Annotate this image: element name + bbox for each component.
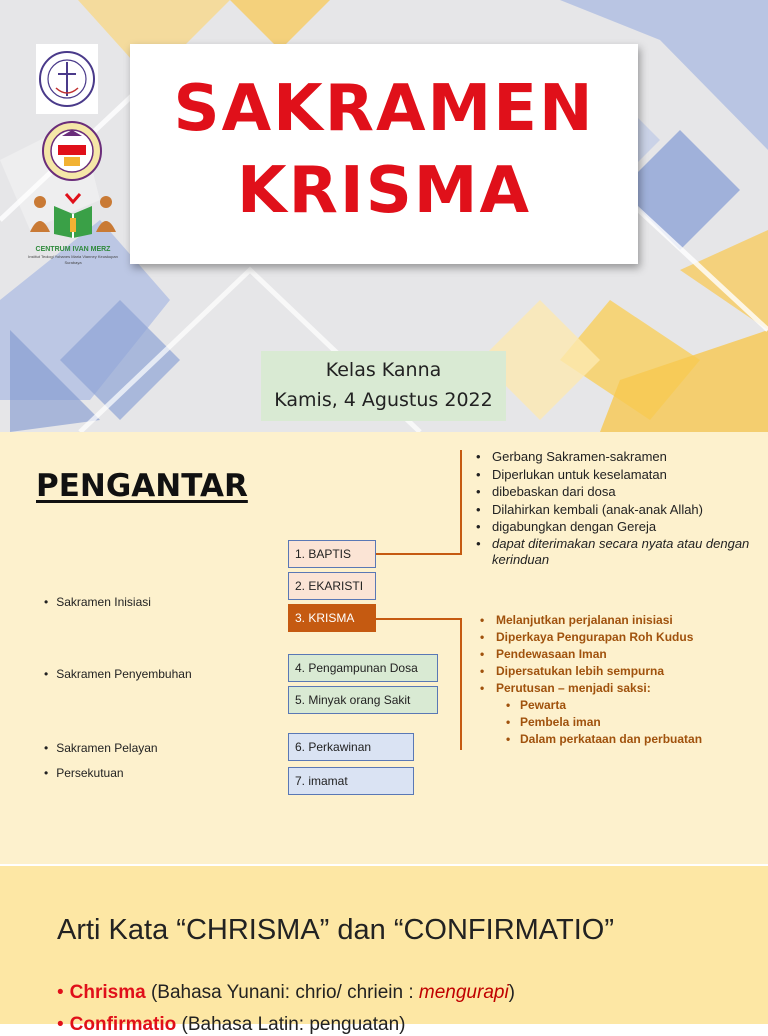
title-line-1: SAKRAMEN	[173, 72, 595, 146]
chrisma-definition	[57, 982, 515, 1004]
chrisma-meaning: mengurapi	[418, 982, 509, 1003]
krisma-points	[478, 612, 768, 748]
list-item: • Dipersatukan lebih sempurna	[478, 663, 768, 680]
title-mid: dan	[329, 914, 394, 946]
sacrament-perkawinan: 6. Perkawinan	[288, 733, 414, 761]
chrisma-origin: (Bahasa Yunani: chrio/ chriein :	[145, 982, 419, 1003]
label-inisiasi: • Sakramen Inisiasi	[44, 595, 151, 609]
sacrament-pengampunan: 4. Pengampunan Dosa	[288, 654, 438, 682]
sacrament-imamat: 7. imamat	[288, 767, 414, 795]
sacrament-ekaristi: 2. EKARISTI	[288, 572, 376, 600]
title-term-chrisma: “CHRISMA”	[176, 914, 330, 946]
label-pelayan: • Sakramen Pelayan	[44, 741, 158, 755]
list-item: • digabungkan dengan Gereja	[474, 518, 764, 536]
krisma-connector-h	[376, 618, 462, 620]
chrisma-close: )	[508, 982, 515, 1003]
komisi-kateketik-logo	[36, 44, 98, 114]
list-item: • Melanjutkan perjalanan inisiasi	[478, 612, 768, 629]
sacrament-baptis: 1. BAPTIS	[288, 540, 376, 568]
slide-heading: PENGANTAR	[36, 468, 248, 504]
list-subitem: • Pewarta	[478, 697, 768, 714]
title-line-2: KRISMA	[237, 154, 531, 228]
slide-title	[0, 0, 768, 432]
slide-arti-kata	[0, 866, 768, 1035]
slide-pengantar	[0, 432, 768, 864]
term-confirmatio: Confirmatio	[69, 1014, 177, 1035]
list-item: • Perutusan – menjadi saksi:	[478, 680, 768, 697]
date-text: Kamis, 4 Agustus 2022	[274, 389, 493, 411]
list-item: • Gerbang Sakramen-sakramen	[474, 448, 764, 466]
confirmatio-origin: (Bahasa Latin: penguatan)	[176, 1014, 406, 1035]
list-item: • dibebaskan dari dosa	[474, 483, 764, 501]
label-penyembuhan: • Sakramen Penyembuhan	[44, 667, 192, 681]
list-subitem: • Pembela iman	[478, 714, 768, 731]
centrum-ivan-merz-emblem	[26, 188, 120, 240]
list-subitem: • Dalam perkataan dan perbuatan	[478, 731, 768, 748]
sacrament-minyak: 5. Minyak orang Sakit	[288, 686, 438, 714]
title-card	[130, 44, 638, 264]
list-item: • Diperkaya Pengurapan Roh Kudus	[478, 629, 768, 646]
list-item: • Diperlukan untuk keselamatan	[474, 466, 764, 484]
logo-subcaption: Institut Teologi Yohanes Maria Vianney Keuskupan Surabaya	[28, 254, 118, 265]
title-term-confirmatio: “CONFIRMATIO”	[393, 914, 614, 946]
subtitle-box	[261, 351, 506, 421]
baptis-connector-v	[460, 450, 462, 555]
label-persekutuan: • Persekutuan	[44, 766, 124, 780]
logo-caption: CENTRUM IVAN MERZ	[35, 246, 111, 253]
baptis-points	[474, 448, 764, 568]
list-item: • dapat diterimakan secara nyata atau dengan kerinduan	[474, 536, 764, 568]
confirmatio-definition	[57, 1014, 406, 1036]
term-chrisma: Chrisma	[69, 982, 146, 1003]
class-name: Kelas Kanna	[325, 359, 442, 381]
list-item: • Dilahirkan kembali (anak-anak Allah)	[474, 501, 764, 519]
sacrament-krisma: 3. KRISMA	[288, 604, 376, 632]
krisma-connector-v	[460, 618, 462, 750]
slide3-title	[57, 914, 614, 947]
list-item: • Pendewasaan Iman	[478, 646, 768, 663]
baptis-connector-h	[376, 553, 462, 555]
institut-seal-logo	[40, 120, 104, 182]
title-prefix: Arti Kata	[57, 914, 177, 946]
centrum-ivan-merz-logo	[26, 188, 120, 270]
